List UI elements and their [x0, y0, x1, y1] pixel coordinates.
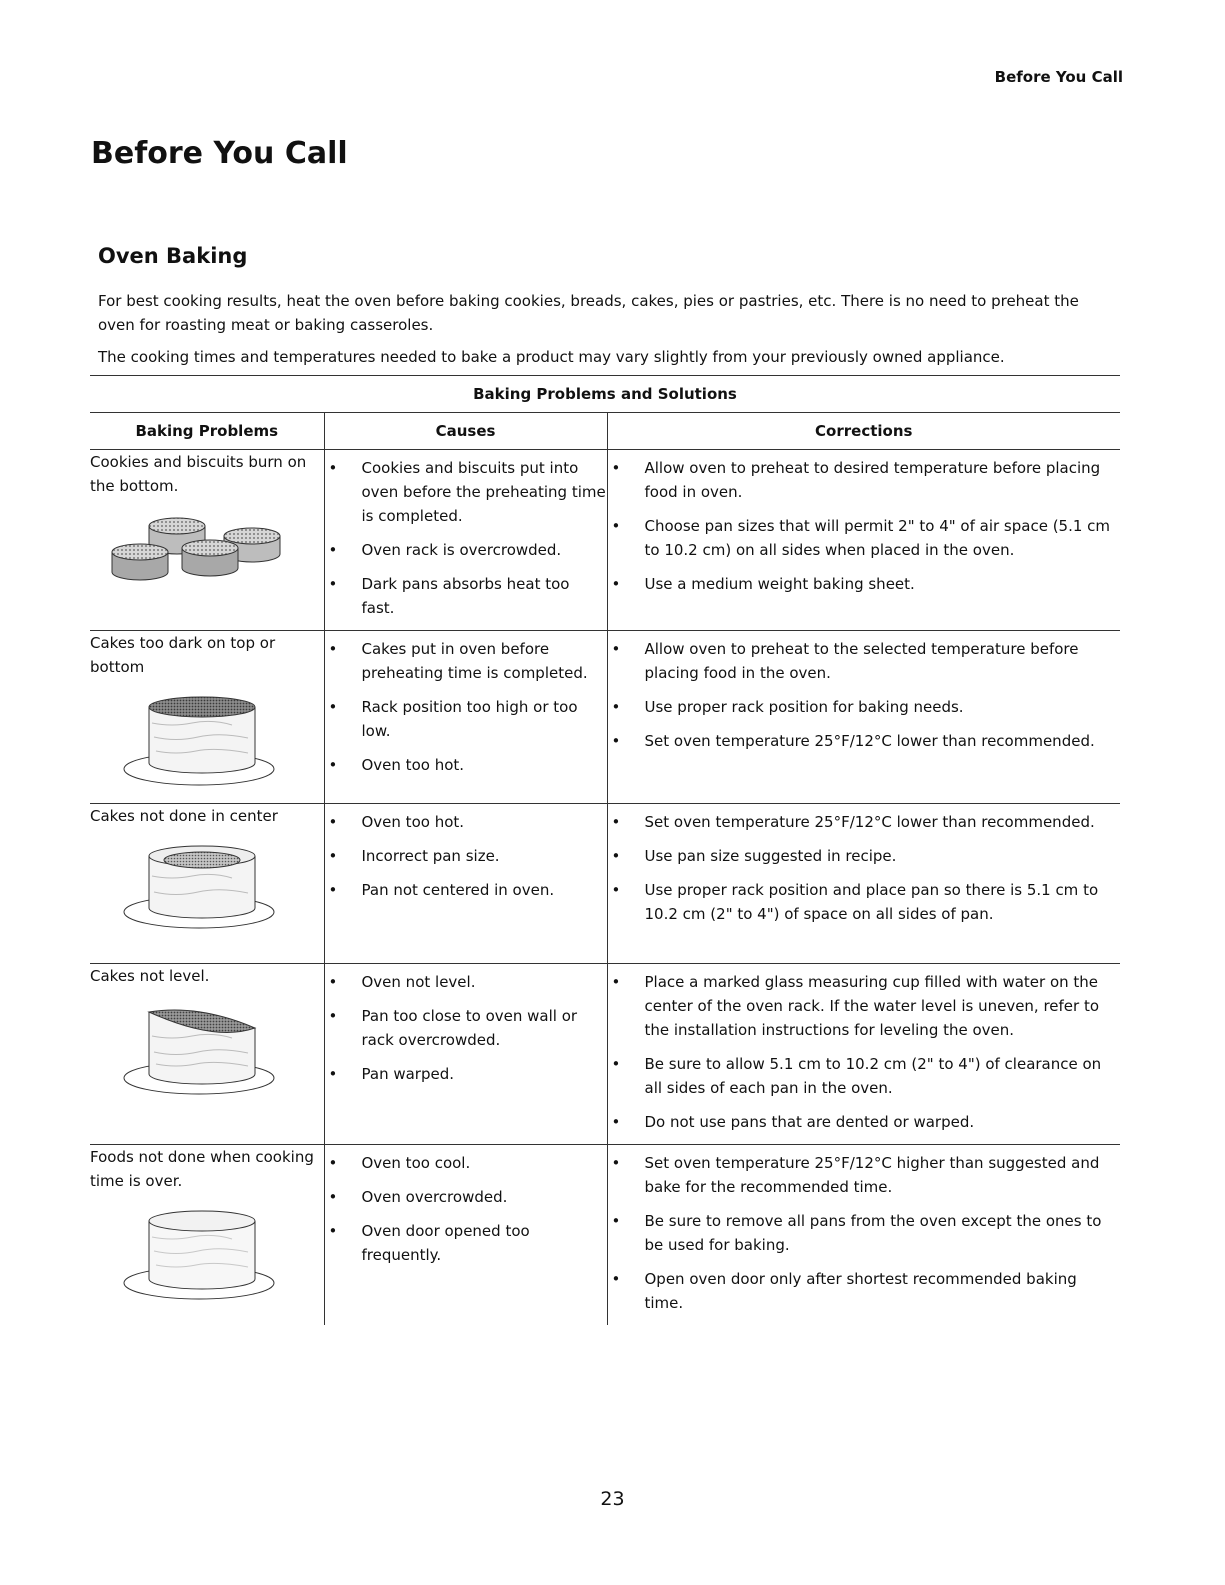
- correction-item: • Allow oven to preheat to desired temperature before placing food in oven.: [608, 456, 1121, 504]
- problem-text: Cakes not done in center: [90, 807, 278, 825]
- causes-cell: [324, 631, 607, 804]
- cause-item: • Cookies and biscuits put into oven before the preheating time is completed.: [325, 456, 607, 528]
- page-number: 23: [600, 1488, 625, 1510]
- cause-item: • Oven rack is overcrowded.: [325, 538, 607, 562]
- cause-item: • Oven door opened too frequently.: [325, 1219, 607, 1267]
- tilted-cake-icon: [104, 1002, 294, 1098]
- column-header-problems: Baking Problems: [90, 413, 324, 450]
- correction-item: • Allow oven to preheat to the selected temperature before placing food in the oven.: [608, 637, 1121, 685]
- correction-item: • Use proper rack position for baking needs.: [608, 695, 1121, 719]
- problem-text: Cakes not level.: [90, 967, 210, 985]
- problem-cell: [90, 450, 324, 631]
- page-title: Before You Call: [91, 136, 348, 171]
- cause-item: • Incorrect pan size.: [325, 844, 607, 868]
- correction-item: • Use proper rack position and place pan so there is 5.1 cm to 10.2 cm (2" to 4") of space on all sides of pan.: [608, 878, 1121, 926]
- corrections-cell: [607, 964, 1120, 1145]
- correction-item: • Set oven temperature 25°F/12°C lower than recommended.: [608, 729, 1121, 753]
- running-header: Before You Call: [994, 68, 1123, 86]
- correction-item: • Be sure to allow 5.1 cm to 10.2 cm (2" to 4") of clearance on all sides of each pan in the oven.: [608, 1052, 1121, 1100]
- cause-item: • Oven too cool.: [325, 1151, 607, 1175]
- cause-item: • Cakes put in oven before preheating time is completed.: [325, 637, 607, 685]
- problem-text: Cakes too dark on top or bottom: [90, 634, 276, 676]
- cause-item: • Rack position too high or too low.: [325, 695, 607, 743]
- table-row: [90, 1145, 1120, 1326]
- correction-item: • Be sure to remove all pans from the oven except the ones to be used for baking.: [608, 1209, 1121, 1257]
- table-row: [90, 450, 1120, 631]
- causes-cell: [324, 964, 607, 1145]
- sunken-cake-icon: [104, 842, 294, 934]
- cause-item: • Pan too close to oven wall or rack overcrowded.: [325, 1004, 607, 1052]
- problem-cell: [90, 1145, 324, 1326]
- corrections-cell: [607, 804, 1120, 964]
- table-row: [90, 964, 1120, 1145]
- cause-item: • Pan warped.: [325, 1062, 607, 1086]
- correction-item: • Do not use pans that are dented or warped.: [608, 1110, 1121, 1134]
- corrections-cell: [607, 631, 1120, 804]
- causes-cell: [324, 1145, 607, 1326]
- baking-problems-table: [90, 375, 1120, 1325]
- corrections-cell: [607, 450, 1120, 631]
- causes-cell: [324, 804, 607, 964]
- causes-cell: [324, 450, 607, 631]
- section-title: Oven Baking: [98, 244, 248, 268]
- problem-text: Cookies and biscuits burn on the bottom.: [90, 453, 307, 495]
- problem-cell: [90, 964, 324, 1145]
- column-header-corrections: Corrections: [607, 413, 1120, 450]
- cookies-icon: [104, 512, 294, 590]
- intro-paragraph: For best cooking results, heat the oven before baking cookies, breads, cakes, pies or pastries, etc. There is no need to preheat the oven for roasting meat or baking casseroles.: [98, 292, 1079, 334]
- correction-item: • Choose pan sizes that will permit 2" to 4" of air space (5.1 cm to 10.2 cm) on all sides when placed in the oven.: [608, 514, 1121, 562]
- column-header-causes: Causes: [324, 413, 607, 450]
- cause-item: • Oven too hot.: [325, 810, 607, 834]
- correction-item: • Use a medium weight baking sheet.: [608, 572, 1121, 596]
- cause-item: • Oven too hot.: [325, 753, 607, 777]
- intro-paragraph: The cooking times and temperatures needed to bake a product may vary slightly from your previously owned appliance.: [98, 348, 1005, 366]
- cause-item: • Pan not centered in oven.: [325, 878, 607, 902]
- correction-item: • Open oven door only after shortest recommended baking time.: [608, 1267, 1121, 1315]
- problem-cell: [90, 804, 324, 964]
- pale-cake-icon: [104, 1207, 294, 1303]
- corrections-cell: [607, 1145, 1120, 1326]
- dark-cake-icon: [104, 693, 294, 789]
- table-row: [90, 804, 1120, 964]
- correction-item: • Use pan size suggested in recipe.: [608, 844, 1121, 868]
- problem-cell: [90, 631, 324, 804]
- cause-item: • Oven overcrowded.: [325, 1185, 607, 1209]
- problem-text: Foods not done when cooking time is over.: [90, 1148, 314, 1190]
- cause-item: • Oven not level.: [325, 970, 607, 994]
- correction-item: • Set oven temperature 25°F/12°C higher than suggested and bake for the recommended time.: [608, 1151, 1121, 1199]
- table-caption: Baking Problems and Solutions: [90, 376, 1120, 413]
- correction-item: • Set oven temperature 25°F/12°C lower than recommended.: [608, 810, 1121, 834]
- table-row: [90, 631, 1120, 804]
- correction-item: • Place a marked glass measuring cup filled with water on the center of the oven rack. If the water level is uneven, refer to the installation instructions for leveling the oven.: [608, 970, 1121, 1042]
- cause-item: • Dark pans absorbs heat too fast.: [325, 572, 607, 620]
